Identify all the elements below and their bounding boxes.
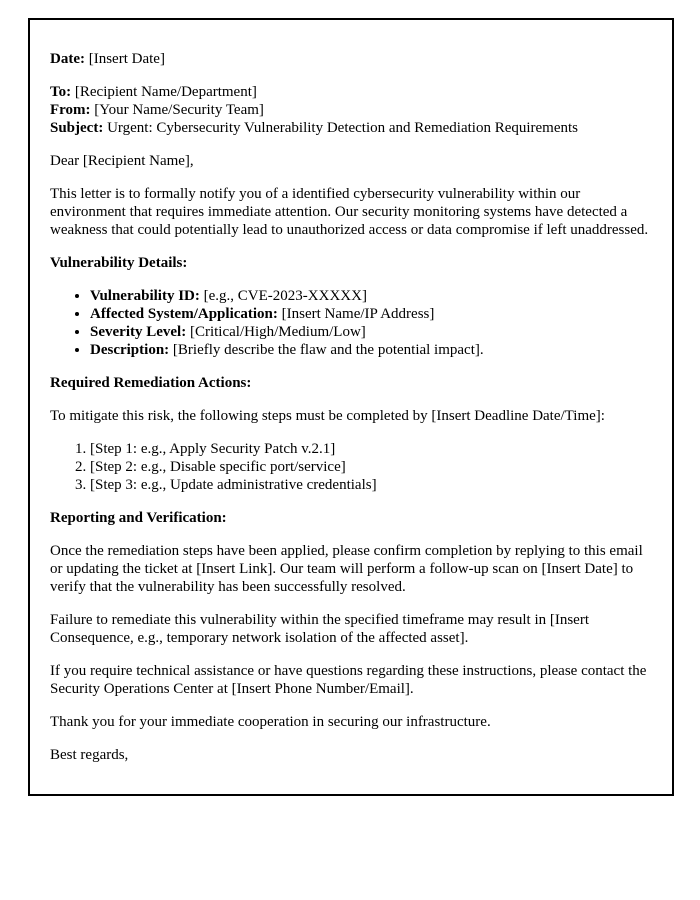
to-label: To: bbox=[50, 84, 72, 100]
date-label: Date: bbox=[50, 51, 85, 67]
vuln-item-label: Description: bbox=[90, 342, 170, 358]
vulnerability-list bbox=[50, 287, 652, 359]
from-label: From: bbox=[50, 102, 91, 118]
from-value: [Your Name/Security Team] bbox=[90, 102, 264, 118]
reporting-paragraph: Once the remediation steps have been applied, please confirm completion by replying to this email or updating the ticket at [Insert Link]. Our team will perform a follow-up scan on [Insert Date] to verify that the vulnerability has been successfully resolved. bbox=[50, 543, 643, 595]
list-item bbox=[90, 305, 652, 323]
vuln-item-label: Affected System/Application: bbox=[90, 306, 278, 322]
reporting-heading: Reporting and Verification: bbox=[50, 510, 227, 526]
subject-value: Urgent: Cybersecurity Vulnerability Detection and Remediation Requirements bbox=[103, 120, 579, 136]
closing-line: Best regards, bbox=[50, 747, 129, 763]
letter-frame bbox=[28, 18, 674, 796]
failure-paragraph: Failure to remediate this vulnerability within the specified timeframe may result in [Insert Consequence, e.g., temporary network isolation of the affected asset]. bbox=[50, 612, 590, 646]
vuln-item-value: [e.g., CVE-2023-XXXXX] bbox=[199, 288, 367, 304]
vulnerability-details-heading: Vulnerability Details: bbox=[50, 255, 188, 271]
meta-block bbox=[50, 83, 652, 137]
subject-line bbox=[50, 119, 652, 137]
list-item bbox=[90, 341, 652, 359]
remediation-heading: Required Remediation Actions: bbox=[50, 375, 252, 391]
salutation: Dear [Recipient Name], bbox=[50, 153, 194, 169]
date-line bbox=[50, 50, 652, 68]
list-item bbox=[90, 287, 652, 305]
vuln-item-value: [Critical/High/Medium/Low] bbox=[186, 324, 366, 340]
date-value: [Insert Date] bbox=[84, 51, 165, 67]
list-item: 2. [Step 2: e.g., Disable specific port/service] bbox=[90, 458, 652, 476]
vuln-item-label: Severity Level: bbox=[90, 324, 187, 340]
to-value: [Recipient Name/Department] bbox=[71, 84, 257, 100]
remediation-intro: To mitigate this risk, the following steps must be completed by [Insert Deadline Date/Time]: bbox=[50, 408, 605, 424]
vuln-item-label: Vulnerability ID: bbox=[90, 288, 200, 304]
remediation-steps-list bbox=[50, 440, 652, 494]
intro-paragraph: This letter is to formally notify you of a identified cybersecurity vulnerability within our environment that requires immediate attention. Our security monitoring systems have detected a weakness that could potentially lead to unauthorized access or data compromise if left unaddressed. bbox=[50, 186, 649, 238]
vuln-item-value: [Briefly describe the flaw and the potential impact]. bbox=[169, 342, 484, 358]
assistance-paragraph: If you require technical assistance or have questions regarding these instructions, please contact the Security Operations Center at [Insert Phone Number/Email]. bbox=[50, 663, 647, 697]
list-item bbox=[90, 323, 652, 341]
from-line bbox=[50, 101, 652, 119]
list-item: 3. [Step 3: e.g., Update administrative credentials] bbox=[90, 476, 652, 494]
thanks-paragraph: Thank you for your immediate cooperation in securing our infrastructure. bbox=[50, 714, 491, 730]
to-line bbox=[50, 83, 652, 101]
list-item: 1. [Step 1: e.g., Apply Security Patch v.2.1] bbox=[90, 440, 652, 458]
subject-label: Subject: bbox=[50, 120, 104, 136]
vuln-item-value: [Insert Name/IP Address] bbox=[277, 306, 435, 322]
